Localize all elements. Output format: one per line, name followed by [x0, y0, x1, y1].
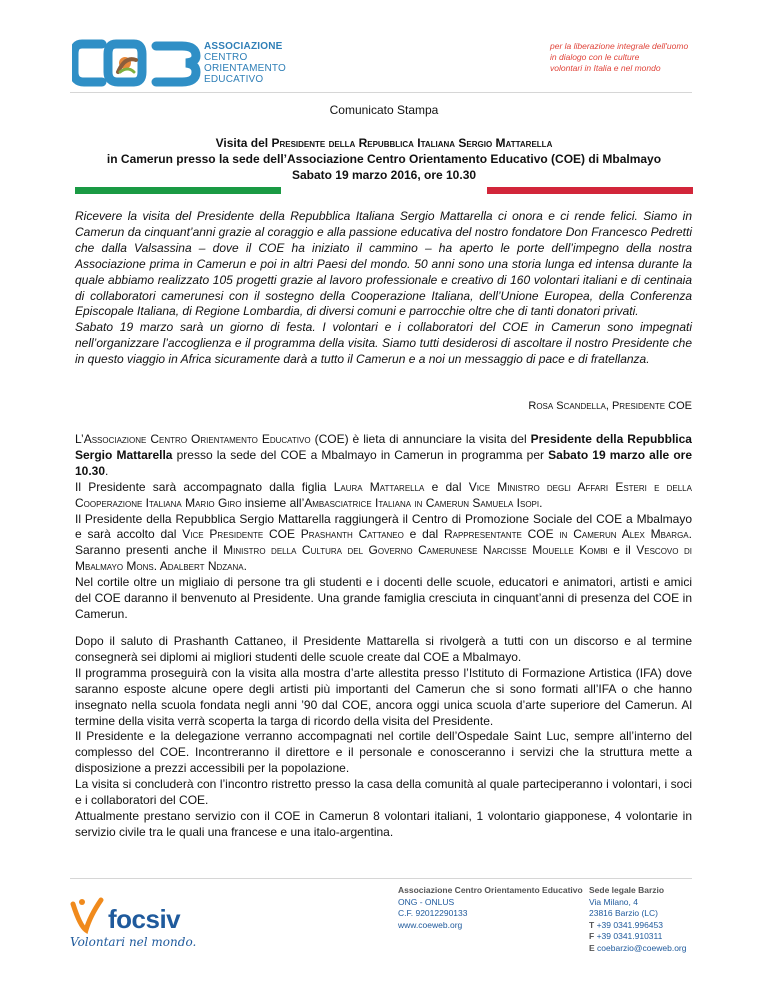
org-name: Associazione Centro Orientamento Educativo: [83, 432, 311, 446]
email-label: E: [589, 942, 595, 953]
fax-line: [589, 931, 686, 943]
org-line: ONG - ONLUS: [398, 896, 455, 907]
document-type: Comunicato Stampa: [329, 103, 439, 117]
coe-logo-mark: [72, 38, 202, 88]
title-president: Presidente della Repubblica Italiana Sergio Mattarella: [271, 136, 553, 150]
text: .: [105, 463, 109, 478]
text: presso la sede del COE a Mbalmayo in Camerun in programma per: [172, 447, 549, 462]
person-name: Vice Ministro degli Affari Esteri e della Cooperazione Italiana Mario Giro: [75, 479, 692, 510]
phone-label: T: [589, 919, 595, 930]
announcement-section: [75, 432, 692, 623]
title-line-2: in Camerun presso la sede dell’Associazione Centro Orientamento Educativo (COE) di Mbalmayo: [106, 152, 662, 166]
intro-paragraph: Ricevere la visita del Presidente della Repubblica Italiana Sergio Mattarella ci onora e ci rende felici. Siamo in Camerun da cinquant’anni grazie al coraggio e alla passione educativa del nostro fondatore Don Francesco Pedretti che dalla Valsassina – dove il COE ha iniziato il cammino – ha aperto le porte dell’impegno della nostra Associazione prima in Camerun e poi in altri Paesi del mondo. 50 anni sono una storia lunga ed intensa durante la quale abbiamo realizzato 105 progetti grazie al lavoro professionale e creativo di 160 volontari italiani e di centinaia di collaboratori camerunesi con il sostegno della Cooperazione Italiana, dell’Unione Europea, della Conferenza Episcopale Italiana, di Regione Lombardia, di diversi comuni e parrocchie oltre che di tanti donatori privati.: [75, 209, 692, 319]
text: Il Presidente sarà accompagnato dalla figlia: [75, 479, 334, 494]
flag-white: [281, 187, 487, 194]
header-divider: [70, 92, 692, 93]
person-name: Ministro della Cultura del Governo Camerunese Narcisse Mouelle Kombi: [223, 543, 608, 558]
person-name: Rappresentante COE in Camerun Alex Mbarga: [443, 527, 689, 542]
logo-wordmark: [204, 41, 286, 85]
footer-divider: [70, 878, 692, 879]
program-section: [75, 634, 692, 841]
website-link[interactable]: www.coeweb.org: [398, 919, 463, 930]
phone-number: +39 0341.996453: [596, 919, 663, 930]
paragraph: [75, 480, 692, 512]
text: e dal: [424, 479, 469, 494]
mission-line: volontari in Italia e nel mondo: [550, 63, 661, 73]
fax-number: +39 0341.910311: [596, 931, 663, 941]
focsiv-wordmark: focsiv: [108, 904, 181, 934]
logo-line: EDUCATIVO: [204, 74, 264, 85]
paragraph: La visita si concluderà con l’incontro ristretto presso la casa della comunità al quale parteciperanno i volontari, i soci e i collaboratori del COE.: [75, 777, 692, 808]
address-line: Via Milano, 4: [589, 896, 638, 907]
italian-flag-bar: [75, 187, 693, 194]
text: e il: [607, 543, 637, 558]
org-line: C.F. 92012290133: [398, 908, 468, 918]
footer-organization: [398, 885, 583, 931]
paragraph: Dopo il saluto di Prashanth Cattaneo, il Presidente Mattarella si rivolgerà a tutti con un discorso e al termine consegnerà sei diplomi ai migliori studenti delle scuole create dal COE a Mbalmayo.: [75, 634, 692, 664]
paragraph: Il Presidente e la delegazione verranno accompagnati nel cortile dell’Ospedale Saint Luc, sempre all’interno del complesso del COE. Incontreranno il direttore e il personale e conosceranno i servizi che la struttura mette a disposizione a prezzi accessibili per la popolazione.: [75, 729, 692, 776]
paragraph: Il programma proseguirà con la visita alla mostra d’arte allestita presso l’Istituto di Formazione Artistica (IFA) dove saranno esposte alcune opere degli artisti più importanti del Camerun che si sono formati all’IFA o che hanno insegnato nella scuola fondata negli anni ’90 dal COE, ancora oggi unica scuola d’arte superiore del Camerun. Al termine della visita verrà scoperta la targa di ricordo della visita del Presidente.: [75, 665, 692, 728]
address-line: 23816 Barzio (LC): [589, 908, 658, 918]
footer-address: [589, 885, 686, 954]
flag-green: [75, 187, 281, 194]
text: Il Presidente della Repubblica Sergio Mattarella raggiungerà il Centro di Promozione Sociale del COE a Mbalmayo e sarà accolto dal: [75, 511, 692, 542]
flag-red: [487, 187, 693, 194]
focsiv-logo-icon: [70, 896, 104, 934]
title-text: Visita del: [215, 136, 272, 150]
text: .: [539, 495, 543, 510]
text: insieme all’: [241, 495, 305, 510]
intro-paragraph: Sabato 19 marzo sarà un giorno di festa. I volontari e i collaboratori del COE in Camerun sono impegnati nell’organizzare l’accoglienza e il programma della visita. Siamo tutti desiderosi di ascoltare il nostro Presidente che in questo viaggio in Africa sicuramente darà a tutto il Camerun e a noi un messaggio di pace e di fratellanza.: [75, 320, 692, 367]
bold-date: Sabato 19 marzo alle ore 10.30: [75, 447, 692, 478]
paragraph: [75, 512, 692, 576]
fax-label: F: [589, 931, 595, 941]
mission-line: per la liberazione integrale dell'uomo: [550, 41, 689, 51]
paragraph: [75, 432, 692, 480]
email-line: [589, 943, 686, 955]
email-link[interactable]: coebarzio@coeweb.org: [597, 942, 687, 953]
logo-line: ASSOCIAZIONE: [204, 41, 283, 52]
focsiv-tagline: Volontari nel mondo.: [70, 935, 197, 949]
title-line-3: Sabato 19 marzo 2016, ore 10.30: [291, 168, 477, 182]
text: . Saranno presenti anche il: [75, 527, 692, 558]
intro-statement: [75, 209, 692, 368]
logo-line: CENTRO: [204, 52, 248, 63]
text: (COE) è lieta di annunciare la visita del: [310, 432, 531, 446]
header-mission: [550, 41, 688, 74]
person-name: Ambasciatrice Italiana in Camerun Samuela Isopi: [304, 495, 540, 510]
phone-line: [589, 920, 686, 932]
text: L’: [75, 432, 84, 446]
person-name: Laura Mattarella: [333, 479, 425, 494]
logo-line: ORIENTAMENTO: [204, 63, 287, 74]
title-line-1: [0, 136, 768, 150]
address-title: Sede legale Barzio: [589, 885, 665, 895]
person-name: Vice Presidente COE Prashanth Cattaneo: [182, 527, 404, 542]
bold-text: Presidente della Repubblica Sergio Mattarella: [75, 432, 692, 462]
person-name: Vescovo di Mbalmayo Mons. Adalbert Ndzana: [75, 543, 692, 574]
text: .: [243, 559, 247, 574]
signature: Rosa Scandella, Presidente COE: [528, 400, 692, 412]
paragraph: Attualmente prestano servizio con il COE in Camerun 8 volontari italiani, 1 volontario giapponese, 4 volontarie in servizio civile tra le quali una francese e una italo-argentina.: [75, 808, 692, 839]
mission-line: in dialogo con le culture: [550, 52, 640, 62]
paragraph: Nel cortile oltre un migliaio di persone tra gli studenti e i docenti delle scuole, educatori e animatori, artisti e amici del COE daranno il benvenuto al Presidente. Una grande famiglia cresciuta in cinquant’anni di presenza del COE in Camerun.: [75, 575, 692, 621]
text: e dal: [403, 527, 444, 542]
org-name: Associazione Centro Orientamento Educativo: [398, 885, 583, 895]
